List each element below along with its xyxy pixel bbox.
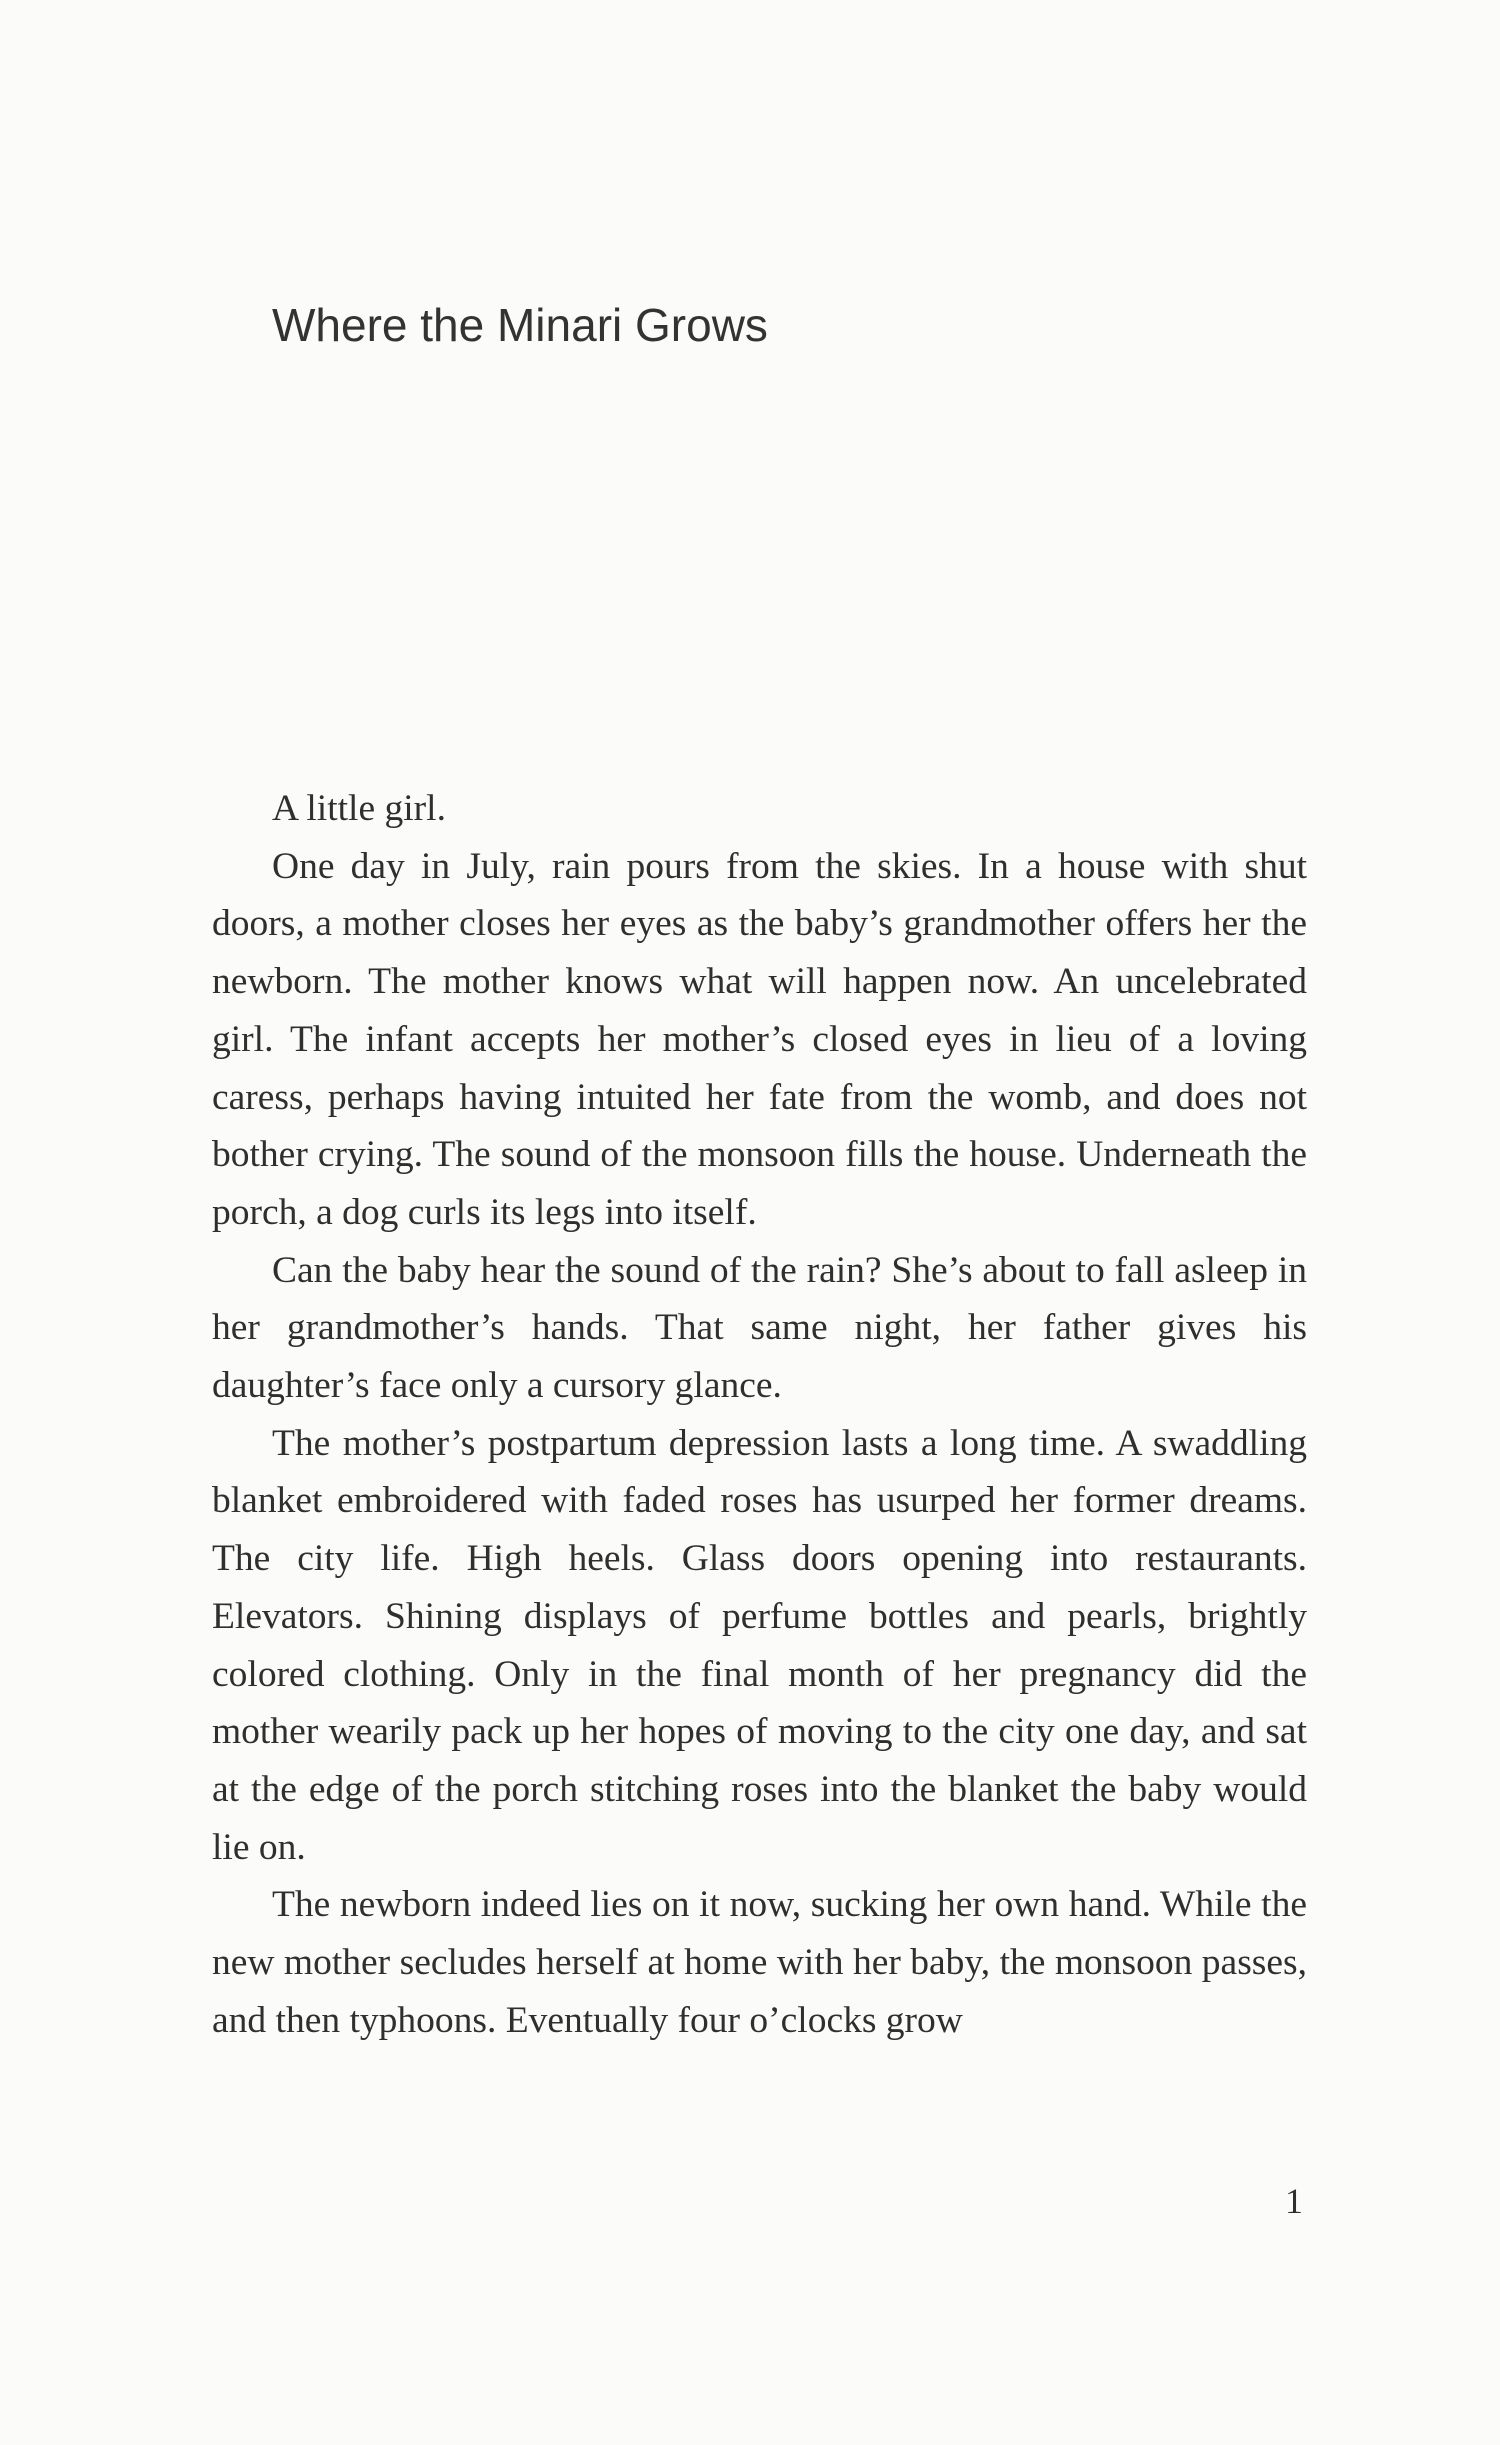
chapter-title: Where the Minari Grows xyxy=(272,299,768,351)
paragraph: A little girl. xyxy=(272,788,446,829)
page-number: 1 xyxy=(1285,2181,1303,2221)
body-text xyxy=(212,780,1307,2049)
paragraph: One day in July, rain pours from the skies. In a house with shut doors, a mother closes her eyes as the baby’s grandmother offers her the newborn. The mother knows what will happen now. An uncelebrated girl. The infant accepts her mother’s closed eyes in lieu of a loving caress, perhaps having intuited her fate from the womb, and does not bother crying. The sound of the monsoon fills the house. Underneath the porch, a dog curls its legs into itself. xyxy=(212,845,1307,1233)
paragraph: The newborn indeed lies on it now, sucking her own hand. While the new mother secludes herself at home with her baby, the monsoon passes, and then typhoons. Eventually four o’clocks grow xyxy=(212,1884,1307,2041)
paragraph: Can the baby hear the sound of the rain? She’s about to fall asleep in her grandmother’s hands. That same night, her father gives his daughter’s face only a cursory glance. xyxy=(212,1249,1307,1407)
paragraph: The mother’s postpartum depression lasts a long time. A swaddling blanket embroidered with faded roses has usurped her former dreams. The city life. High heels. Glass doors opening into restaurants. Elevators. Shining displays of perfume bottles and pearls, brightly colored clothing. Only in the final month of her pregnancy did the mother wearily pack up her hopes of moving to the city one day, and sat at the edge of the porch stitching roses into the blanket the baby would lie on. xyxy=(212,1422,1307,1868)
